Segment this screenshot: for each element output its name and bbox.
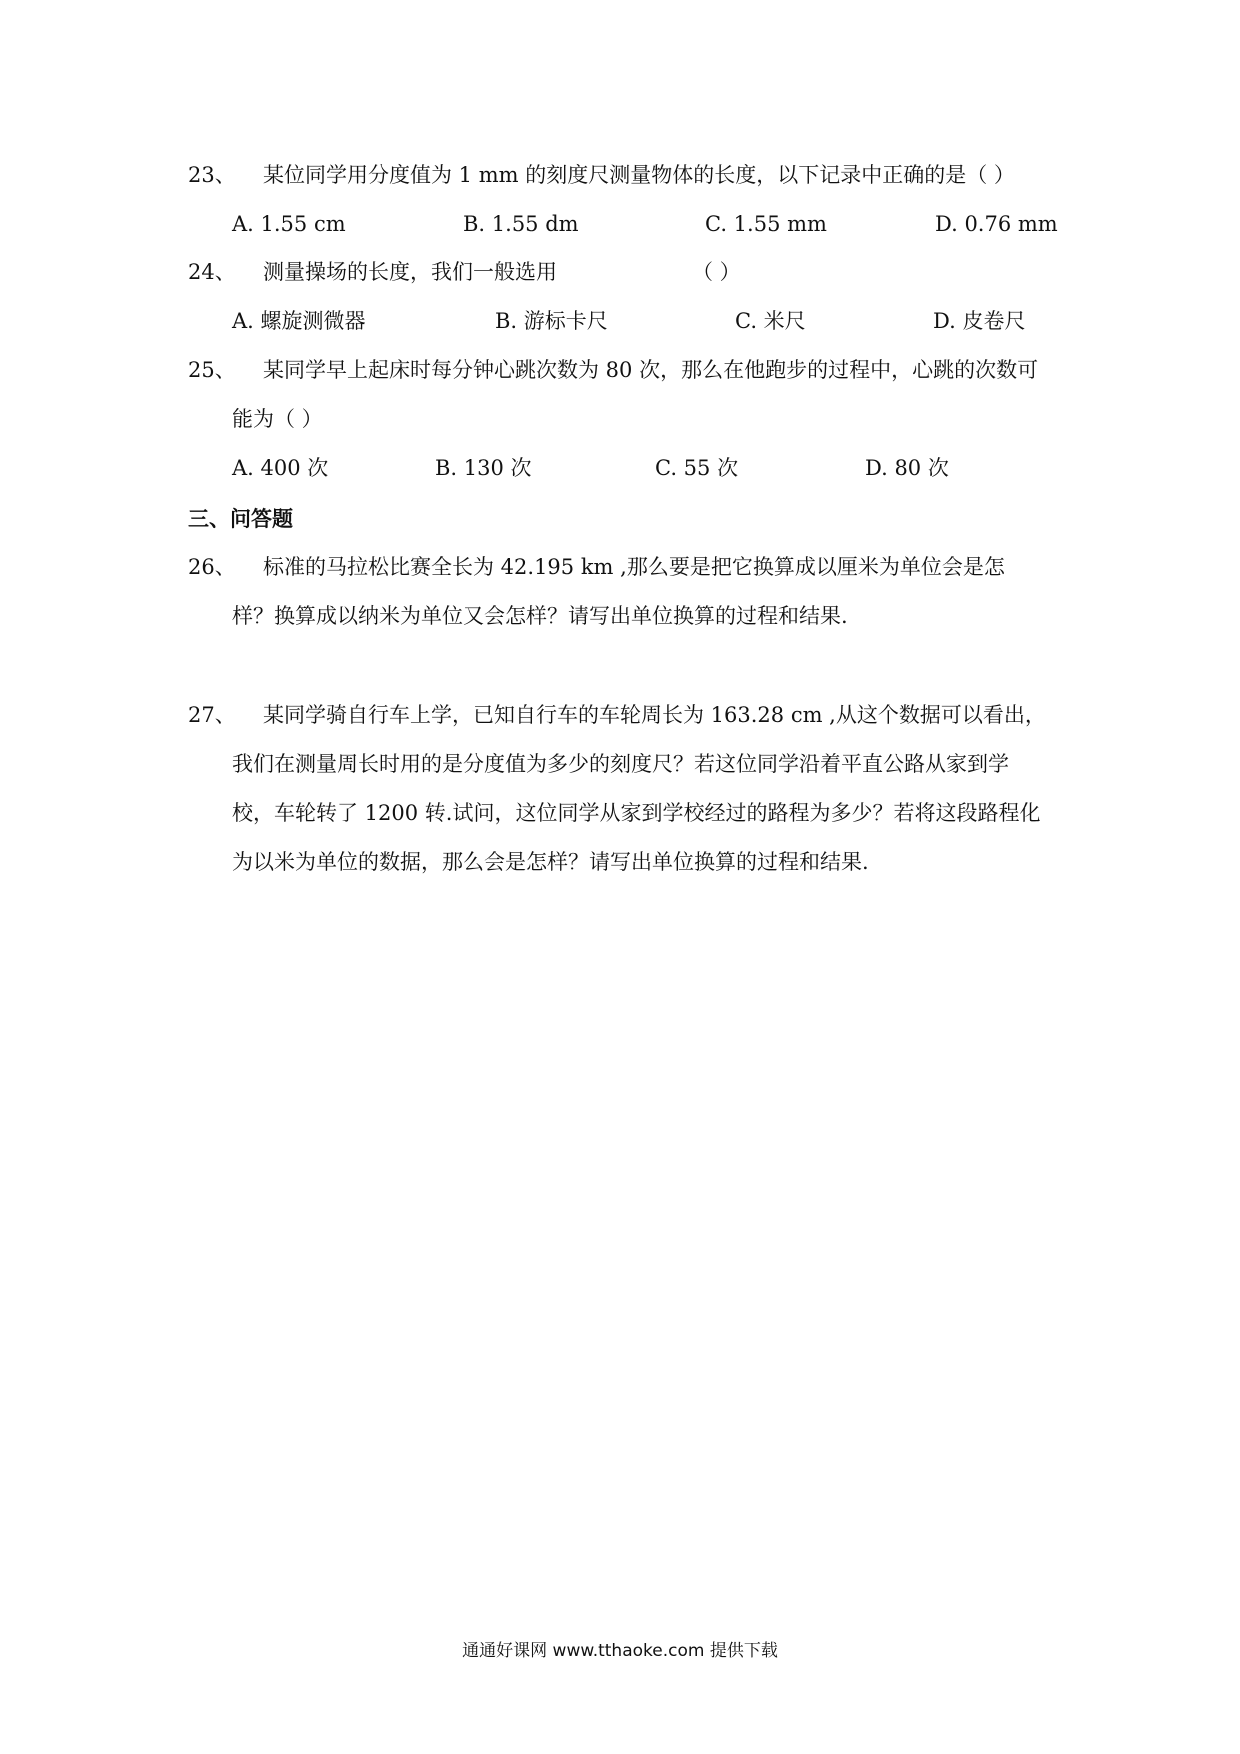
question-25-option-c: C. 55 次	[655, 456, 739, 480]
question-25-number: 25、	[188, 358, 236, 382]
question-26-number: 26、	[188, 555, 236, 579]
question-26-text: 标准的马拉松比赛全长为 42.195 km ,那么要是把它换算成以厘米为单位会是怎	[263, 555, 1005, 579]
question-23-option-c: C. 1.55 mm	[705, 212, 827, 236]
question-24-option-c: C. 米尺	[735, 309, 806, 333]
question-27-number: 27、	[188, 703, 236, 727]
question-23-option-a: A. 1.55 cm	[232, 212, 346, 236]
question-27-text: 某同学骑自行车上学，已知自行车的车轮周长为 163.28 cm ,从这个数据可以看出，	[263, 703, 1046, 727]
question-23-text: 某位同学用分度值为 1 mm 的刻度尺测量物体的长度，以下记录中正确的是（ ）	[263, 163, 1015, 187]
question-23-number: 23、	[188, 163, 236, 187]
question-24-option-d: D. 皮卷尺	[933, 309, 1026, 333]
question-27-text-cont-2: 校，车轮转了 1200 转.试问，这位同学从家到学校经过的路程为多少？若将这段路程化	[232, 801, 1041, 825]
question-27-text-cont-3: 为以米为单位的数据，那么会是怎样？请写出单位换算的过程和结果.	[232, 850, 869, 874]
question-25-option-d: D. 80 次	[865, 456, 949, 480]
question-25-option-b: B. 130 次	[435, 456, 532, 480]
question-26-text-cont: 样？换算成以纳米为单位又会怎样？请写出单位换算的过程和结果.	[232, 604, 848, 628]
question-27-text-cont-1: 我们在测量周长时用的是分度值为多少的刻度尺？若这位同学沿着平直公路从家到学	[232, 752, 1009, 776]
question-23-option-d: D. 0.76 mm	[935, 212, 1058, 236]
question-24-answer-blank: （ ）	[692, 260, 741, 284]
question-23-option-b: B. 1.55 dm	[463, 212, 579, 236]
footer-download-notice: 通通好课网 www.tthaoke.com 提供下载	[462, 1641, 778, 1661]
question-24-number: 24、	[188, 260, 236, 284]
question-25-option-a: A. 400 次	[232, 456, 329, 480]
question-24-option-a: A. 螺旋测微器	[232, 309, 366, 333]
question-24-option-b: B. 游标卡尺	[495, 309, 608, 333]
question-25-text-cont: 能为（ ）	[232, 407, 323, 431]
question-24-text: 测量操场的长度，我们一般选用	[263, 260, 557, 284]
section-title: 三、问答题	[188, 506, 293, 531]
question-25-text: 某同学早上起床时每分钟心跳次数为 80 次，那么在他跑步的过程中，心跳的次数可	[263, 358, 1039, 382]
